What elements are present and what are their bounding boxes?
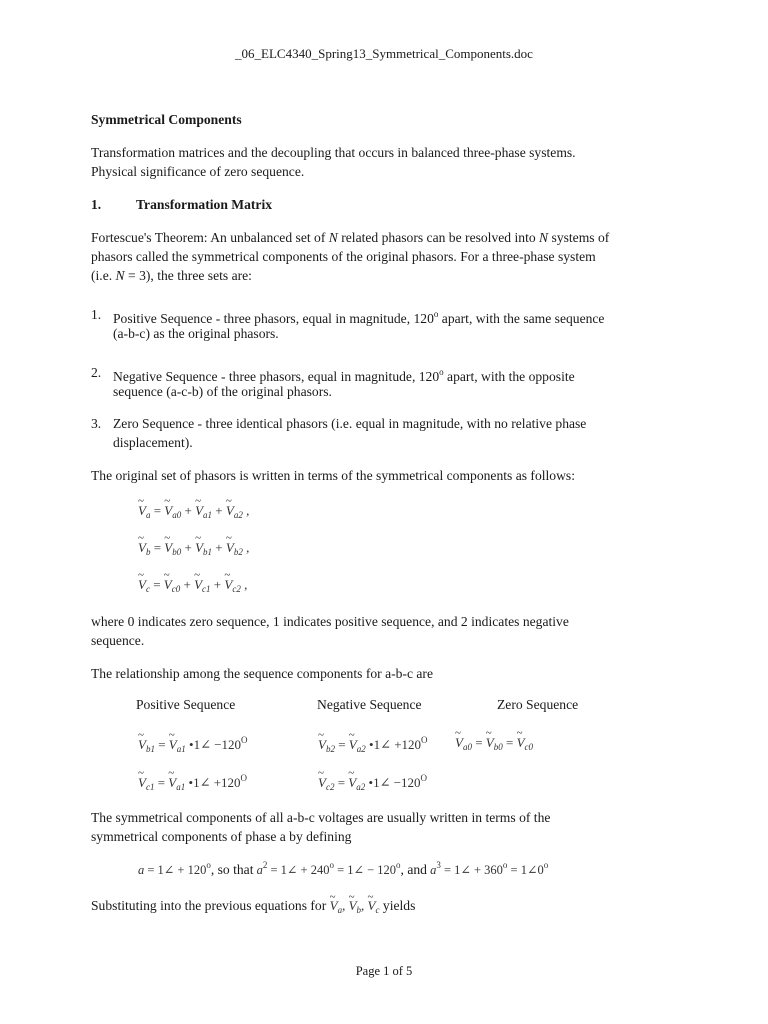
document-filename: _06_ELC4340_Spring13_Symmetrical_Components.doc: [235, 46, 533, 61]
relation-vb1: ~ $V_{b1}$ = ~ $V_{a1}$ •1∠ $-120^O$: [138, 735, 248, 754]
substituting-line: Substituting into the previous equations for ~ $V_a$, ~ $V_b$, ~ $V_c$ yields: [91, 896, 415, 920]
original-set-text: The original set of phasors is written in terms of the symmetrical components as follows:: [91, 468, 575, 483]
column-positive-sequence: Positive Sequence: [136, 697, 236, 712]
list-item-number: 3.: [91, 416, 102, 431]
list-item-2-line-1: Negative Sequence - three phasors, equal in magnitude, 120$^o$ apart, with the opposite: [113, 367, 575, 384]
intro-line-2: Physical significance of zero sequence.: [91, 164, 305, 179]
where-line-1: where 0 indicates zero sequence, 1 indicates positive sequence, and 2 indicates negative: [91, 614, 569, 629]
section-title: Transformation Matrix: [136, 197, 273, 212]
intro-line-1: Transformation matrices and the decoupling that occurs in balanced three-phase systems.: [91, 145, 576, 160]
sym-components-line-1: The symmetrical components of all a-b-c voltages are usually written in terms of the: [91, 810, 551, 825]
list-item-3-line-1: Zero Sequence - three identical phasors (i.e. equal in magnitude, with no relative phase: [113, 416, 587, 431]
a-operator-definition: a = 1∠ + $120^o$, so that $a^2$ = 1∠ + $240^o$ = 1∠ − $120^o$, and $a^3$ = 1∠ + $360^o$ = $1\angle 0^o$: [138, 860, 549, 877]
list-item-1-line-1: Positive Sequence - three phasors, equal in magnitude, 120$^o$ apart, with the same sequence: [113, 309, 605, 326]
column-negative-sequence: Negative Sequence: [317, 697, 422, 712]
equation-vc: ~ $V_c$ = ~ $V_{c0}$ + ~ $V_{c1}$ + ~ $V_{c2}$ ,: [138, 577, 247, 594]
sym-components-line-2: symmetrical components of phase a by defining: [91, 829, 352, 844]
fortescue-line-1: Fortescue's Theorem: An unbalanced set of N related phasors can be resolved into N systems of: [91, 230, 610, 245]
list-item-3-line-2: displacement).: [113, 435, 193, 450]
equation-va: ~ $V_a$ = ~ $V_{a0}$ + ~ $V_{a1}$ + ~ $V_{a2}$ ,: [138, 503, 249, 520]
relationship-text: The relationship among the sequence components for a-b-c are: [91, 666, 433, 681]
list-item-number: 2.: [91, 365, 102, 380]
page-number-footer: Page 1 of 5: [355, 964, 413, 978]
list-item-1-line-2: (a-b-c) as the original phasors.: [113, 326, 279, 341]
section-number: 1.: [91, 197, 102, 212]
fortescue-line-3: (i.e. N = 3), the three sets are:: [91, 268, 252, 283]
relation-va0: ~ $V_{a0}$ = ~ $V_{b0}$ = ~ $V_{c0}$: [455, 735, 533, 752]
fortescue-line-2: phasors called the symmetrical components of the original phasors. For a three-phase system: [91, 249, 596, 264]
column-zero-sequence: Zero Sequence: [497, 697, 579, 712]
relation-vb2: ~ $V_{b2}$ = ~ $V_{a2}$ •1∠ $+120^O$: [318, 735, 428, 754]
list-item-number: 1.: [91, 307, 102, 322]
equation-vb: ~ $V_b$ = ~ $V_{b0}$ + ~ $V_{b1}$ + ~ $V_{b2}$ ,: [138, 540, 249, 557]
relation-vc2: ~ $V_{c2}$ = ~ $V_{a2}$ •1∠ $-120^O$: [318, 773, 427, 792]
list-item-2-line-2: sequence (a-c-b) of the original phasors.: [113, 384, 332, 399]
relation-vc1: ~ $V_{c1}$ = ~ $V_{a1}$ •1∠ $+120^O$: [138, 773, 247, 792]
where-line-2: sequence.: [91, 633, 145, 648]
document-title: Symmetrical Components: [91, 112, 242, 127]
